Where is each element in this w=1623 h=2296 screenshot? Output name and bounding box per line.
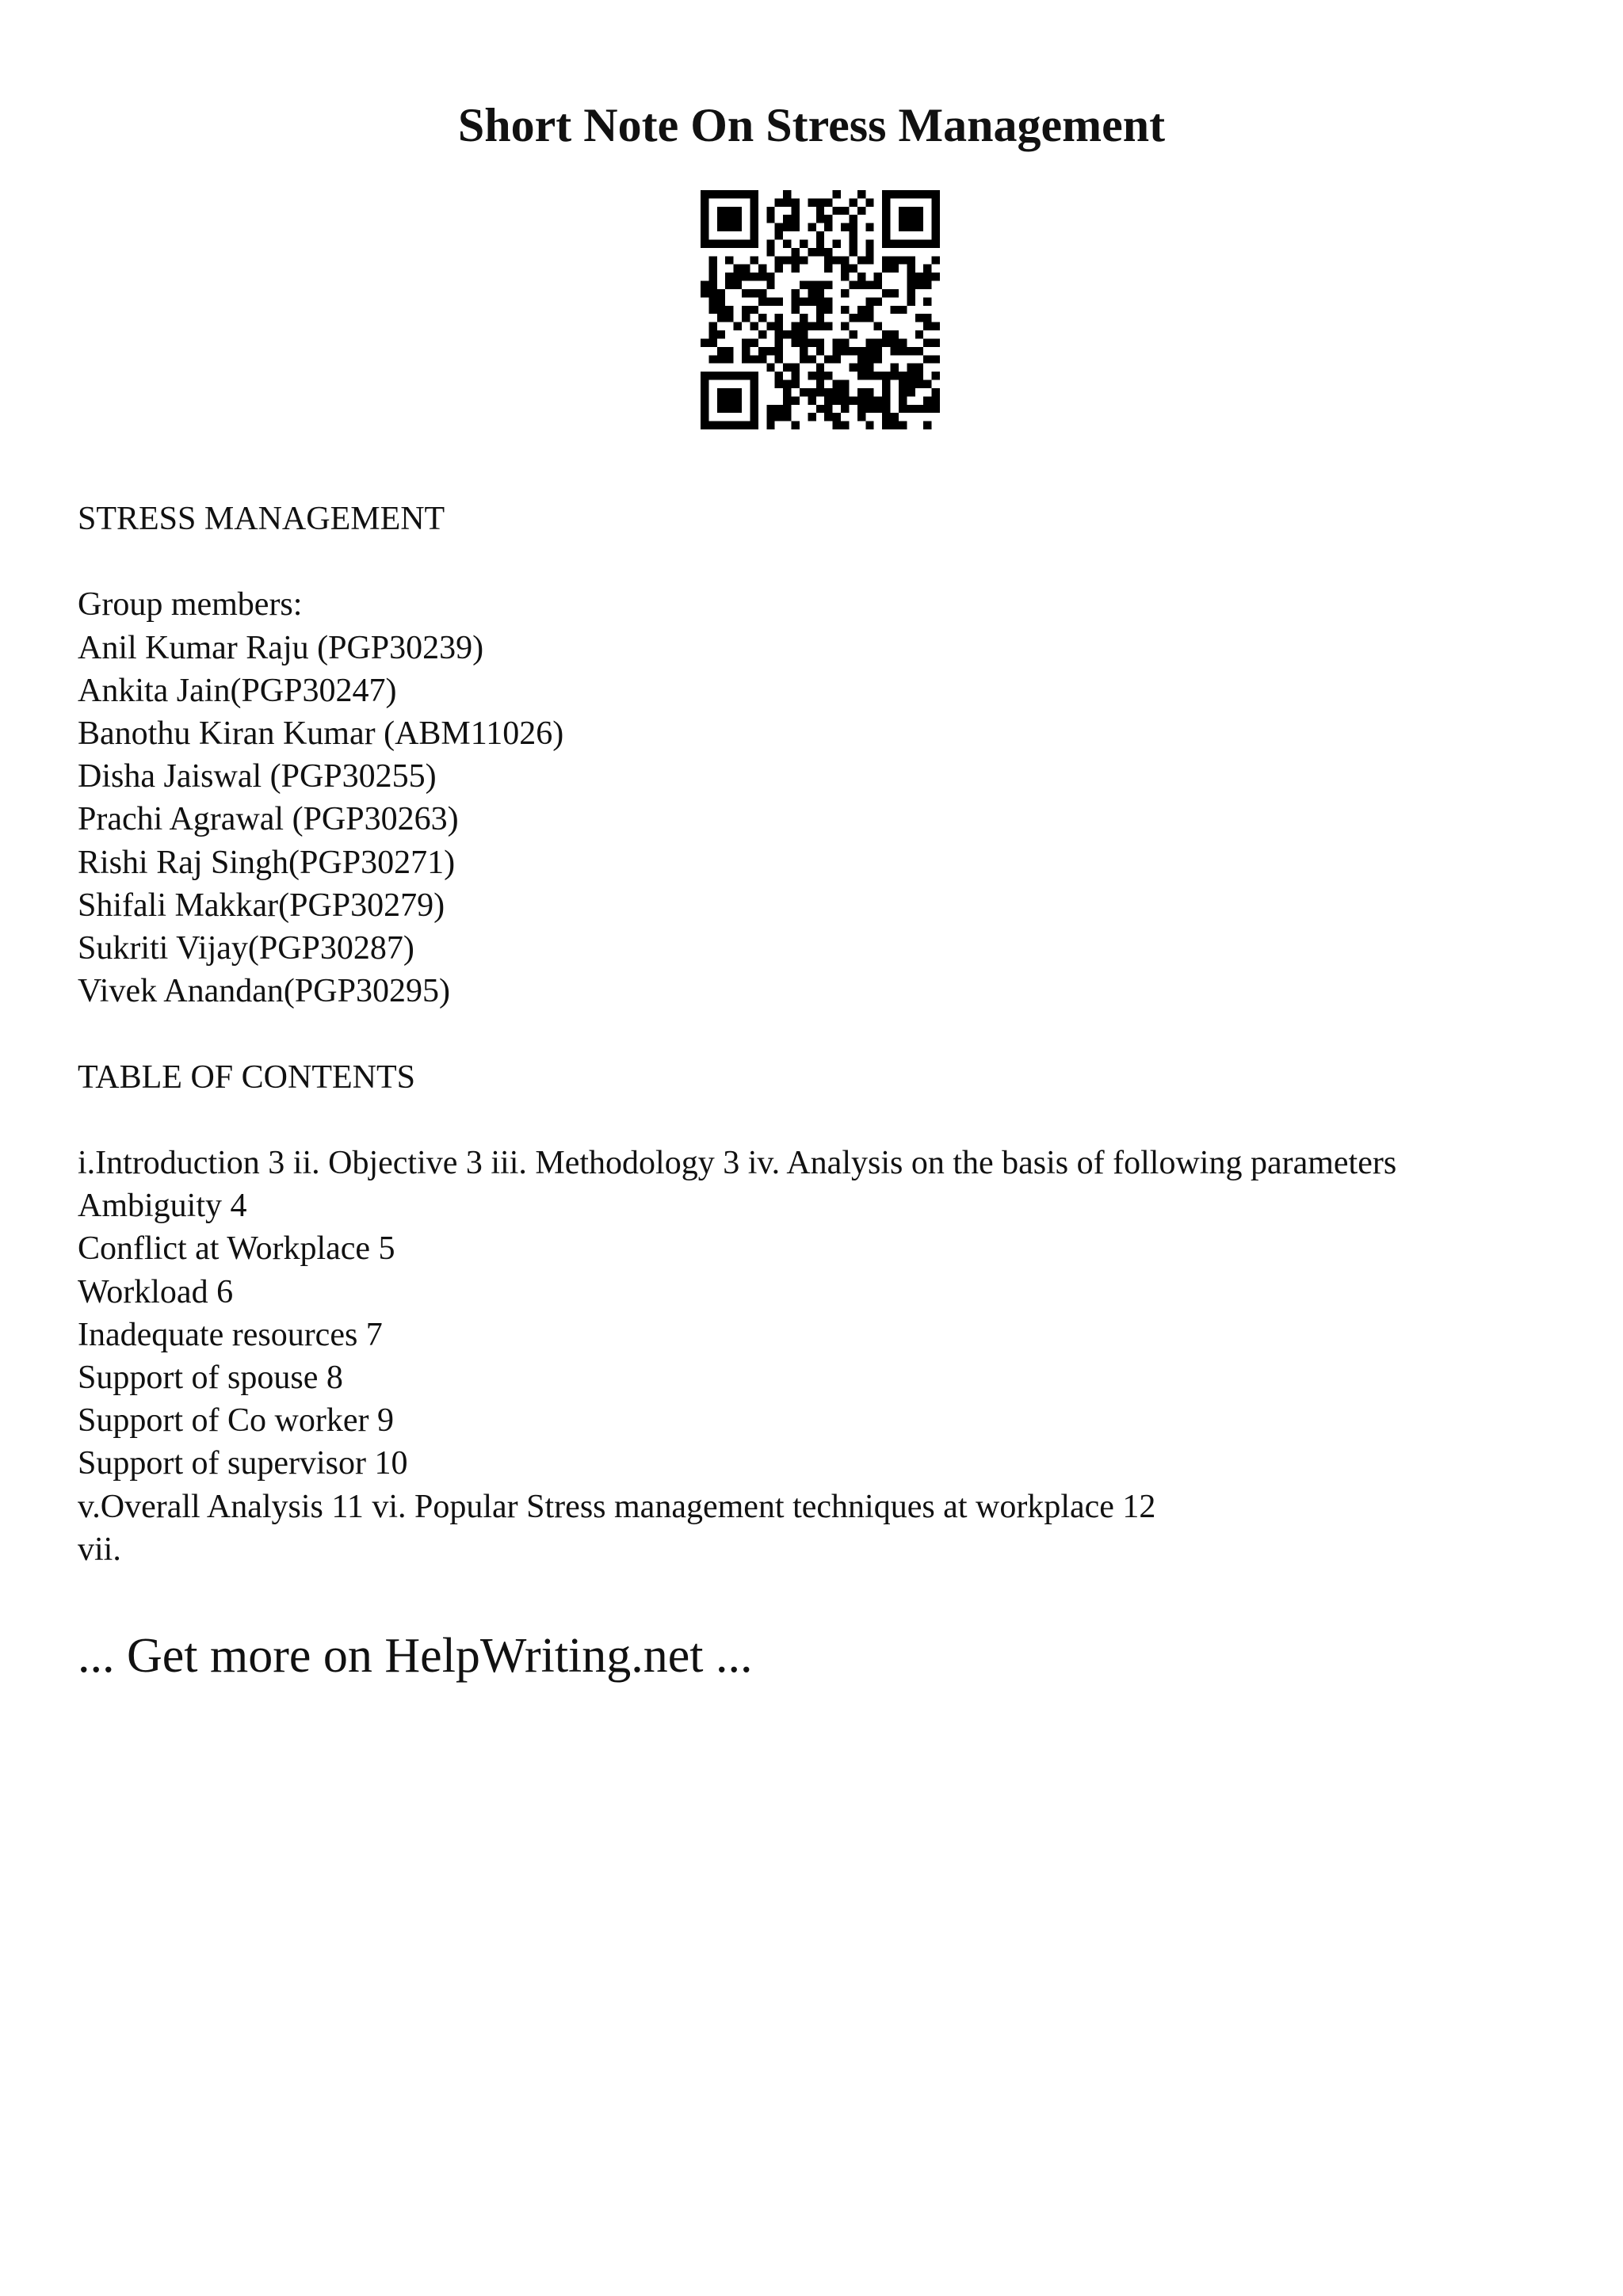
member-line: Rishi Raj Singh(PGP30271) xyxy=(78,844,456,881)
section-heading: STRESS MANAGEMENT xyxy=(78,501,445,537)
member-line: Shifali Makkar(PGP30279) xyxy=(78,887,445,924)
toc-line: vii. xyxy=(78,1531,121,1568)
document-body xyxy=(78,498,1583,1571)
member-line: Ankita Jain(PGP30247) xyxy=(78,672,397,709)
toc-line: Support of Co worker 9 xyxy=(78,1402,394,1440)
toc-line: Inadequate resources 7 xyxy=(78,1316,383,1353)
member-line: Banothu Kiran Kumar (ABM11026) xyxy=(78,715,564,752)
document-title: Short Note On Stress Management xyxy=(457,99,1166,151)
group-label: Group members: xyxy=(78,586,303,624)
member-line: Anil Kumar Raju (PGP30239) xyxy=(78,629,484,666)
toc-line: Workload 6 xyxy=(78,1273,234,1310)
toc-heading: TABLE OF CONTENTS xyxy=(78,1058,415,1096)
toc-line: Ambiguity 4 xyxy=(78,1188,247,1225)
toc-line: v.Overall Analysis 11 vi. Popular Stress management techniques at workplace 12 xyxy=(78,1488,1156,1525)
member-line: Sukriti Vijay(PGP30287) xyxy=(78,930,414,967)
member-line: Prachi Agrawal (PGP30263) xyxy=(78,801,459,838)
toc-line: Support of spouse 8 xyxy=(78,1360,343,1397)
promo-link[interactable]: ... Get more on HelpWriting.net ... xyxy=(78,1629,753,1683)
qr-code-icon xyxy=(701,190,940,429)
toc-line: i.Introduction 3 ii. Objective 3 iii. Methodology 3 iv. Analysis on the basis of following parameters xyxy=(78,1145,1397,1181)
toc-line: Conflict at Workplace 5 xyxy=(78,1230,395,1268)
member-line: Vivek Anandan(PGP30295) xyxy=(78,973,450,1010)
member-line: Disha Jaiswal (PGP30255) xyxy=(78,758,437,795)
toc-line: Support of supervisor 10 xyxy=(78,1445,408,1482)
